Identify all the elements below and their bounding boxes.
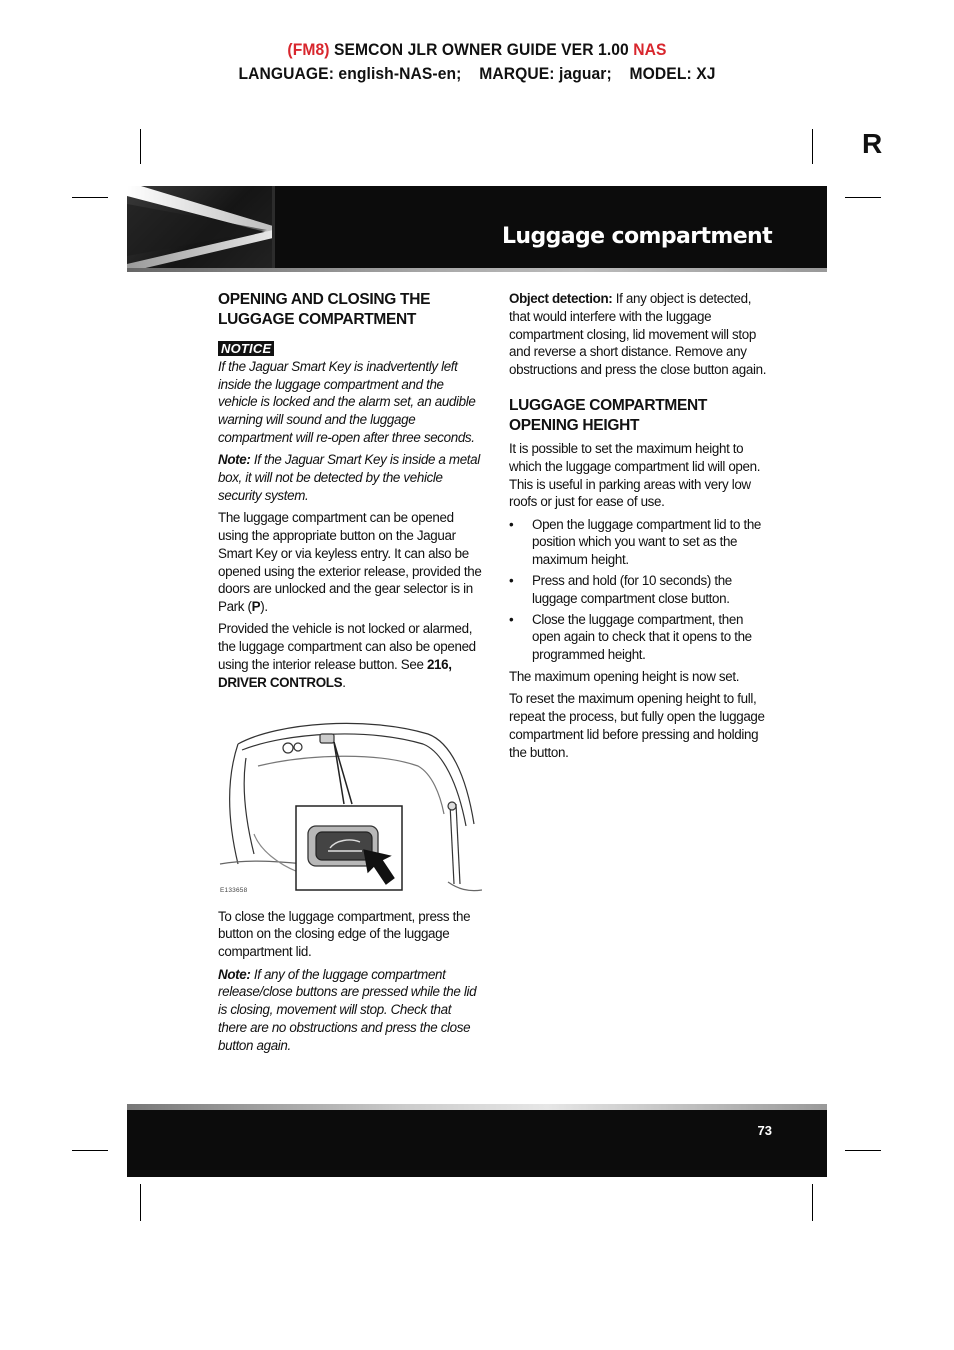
section-tab-letter: R bbox=[862, 128, 883, 159]
paragraph-interior-release bbox=[218, 620, 482, 691]
list-item bbox=[509, 516, 773, 569]
document-header-line-1 bbox=[38, 40, 916, 60]
paragraph-text: Provided the vehicle is not locked or alarmed, the luggage compartment can also be opened using the interior release button. See bbox=[218, 621, 476, 673]
note-text: If any of the luggage compartment release/close buttons are pressed while the lid is closing, movement will stop. Check that there are no obstructions and press the close button again. bbox=[218, 966, 477, 1053]
list-item-text: Open the luggage compartment lid to the position which you want to set as the maximum height. bbox=[532, 516, 762, 568]
note-closing-stop bbox=[218, 966, 482, 1055]
page-number: 73 bbox=[757, 1123, 772, 1138]
header-fm8-tag: (FM8) bbox=[287, 40, 330, 59]
section-heading-opening-closing: OPENING AND CLOSING THE LUGGAGE COMPARTMENT bbox=[218, 291, 431, 328]
crop-mark bbox=[140, 129, 141, 164]
paragraph-opening-methods bbox=[218, 509, 482, 616]
note-metal-box bbox=[218, 451, 482, 504]
right-column bbox=[509, 290, 773, 766]
paragraph-opening-height-intro: It is possible to set the maximum height to which the luggage compartment lid will open. This is useful in parking areas with very low roofs or just for ease of use. bbox=[509, 440, 761, 510]
object-detection-text: If any object is detected, that would interfere with the luggage compartment closing, lid movement will stop and reverse a short distance. Remove any obstructions and press the close button again. bbox=[509, 291, 767, 378]
crop-mark bbox=[72, 197, 108, 198]
note-text: If the Jaguar Smart Key is inside a metal box, it will not be detected by the vehicle security system. bbox=[218, 452, 480, 503]
footer-top-rule bbox=[127, 1104, 827, 1110]
notice-label: NOTICE bbox=[218, 341, 274, 356]
list-item-text: Close the luggage compartment, then open again to check that it opens to the programmed height. bbox=[532, 611, 752, 663]
paragraph-reset-height: To reset the maximum opening height to full, repeat the process, but fully open the luggage compartment lid before pressing and holding the button. bbox=[509, 691, 765, 760]
object-detection-label: Object detection: bbox=[509, 291, 613, 306]
paragraph-text: ). bbox=[260, 599, 268, 615]
opening-height-steps bbox=[509, 516, 773, 664]
section-heading-opening-height: LUGGAGE COMPARTMENT OPENING HEIGHT bbox=[509, 396, 708, 434]
header-guide-title: SEMCON JLR OWNER GUIDE VER 1.00 bbox=[329, 40, 634, 59]
bullet-icon: • bbox=[509, 516, 514, 532]
notice-block bbox=[218, 340, 482, 447]
list-item-text: Press and hold (for 10 seconds) the luggage compartment close button. bbox=[532, 573, 732, 606]
banner-bottom-rule bbox=[127, 268, 827, 272]
crop-mark bbox=[845, 197, 881, 198]
page-title: Luggage compartment bbox=[501, 224, 772, 249]
list-item bbox=[509, 572, 773, 608]
crop-mark bbox=[812, 129, 813, 164]
crop-mark bbox=[812, 1184, 813, 1221]
paragraph-height-set: The maximum opening height is now set. bbox=[509, 669, 740, 685]
header-nas-tag: NAS bbox=[633, 40, 667, 59]
gear-park-letter: P bbox=[251, 599, 261, 615]
bullet-icon: • bbox=[509, 573, 514, 589]
crop-mark bbox=[72, 1150, 108, 1151]
cross-reference-link[interactable]: 216, DRIVER CONTROLS bbox=[218, 657, 452, 690]
notice-text: If the Jaguar Smart Key is inadvertently left inside the luggage compartment and the vehicle is locked and the alarm set, an audible warning will sound and the luggage compartment will re-open after three seconds. bbox=[218, 358, 476, 445]
paragraph-text: The luggage compartment can be opened using the appropriate button on the Jaguar Smart Key or via keyless entry. It can also be opened using the exterior release, provided the doors are unlocked and the gear selector is in Park ( bbox=[218, 510, 482, 615]
luggage-lid-illustration bbox=[218, 714, 482, 896]
section-banner bbox=[127, 186, 827, 272]
paragraph-object-detection bbox=[509, 290, 773, 379]
banner-chevron-graphic bbox=[127, 186, 273, 270]
figure-code: E133658 bbox=[220, 886, 248, 894]
note-label: Note: bbox=[218, 452, 251, 468]
paragraph-text: . bbox=[342, 674, 346, 690]
left-column bbox=[218, 290, 482, 1059]
document-header-line-2: LANGUAGE: english-NAS-en; MARQUE: jaguar; MODEL: XJ bbox=[238, 64, 716, 83]
banner-divider bbox=[272, 186, 275, 270]
crop-mark bbox=[140, 1184, 141, 1221]
page-footer bbox=[127, 1104, 827, 1177]
list-item bbox=[509, 611, 773, 664]
paragraph-closing: To close the luggage compartment, press the button on the closing edge of the luggage compartment lid. bbox=[218, 908, 471, 960]
note-label: Note: bbox=[218, 966, 251, 982]
bullet-icon: • bbox=[509, 611, 514, 627]
crop-mark bbox=[845, 1150, 881, 1151]
